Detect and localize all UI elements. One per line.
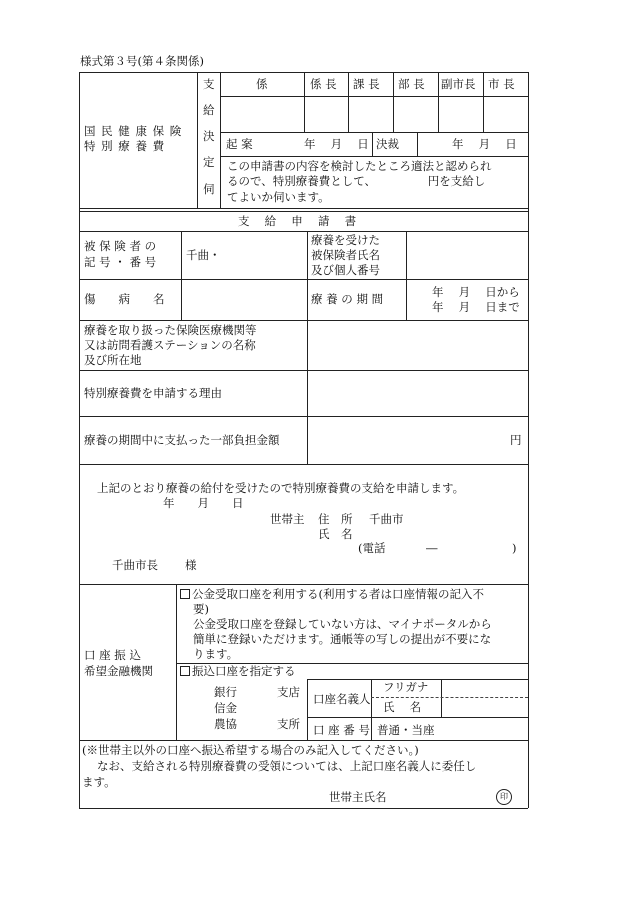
addressee-sama: 様 <box>185 558 197 572</box>
option-specify-account[interactable] <box>180 666 296 678</box>
kian-label: 起 案 <box>226 137 253 151</box>
bank-label-line2: 希望金融機関 <box>84 664 153 678</box>
approver-shicho: 市 長 <box>488 77 515 91</box>
phone-dash: ― <box>426 541 438 555</box>
opt1-line2: 要) <box>193 602 209 616</box>
kessai-label: 決裁 <box>376 137 399 151</box>
copay-field[interactable] <box>308 417 508 463</box>
reason-field[interactable] <box>308 371 527 415</box>
address-label: 住 所 <box>318 512 353 526</box>
approver-fukushicho: 副市長 <box>441 77 476 91</box>
delegation-line1: なお、支給される特別療養費の受領については、上記口座名義人に委任し <box>97 759 477 773</box>
institution-label-line3: 及び所在地 <box>84 353 142 367</box>
injury-field[interactable] <box>182 280 306 319</box>
vertical-label-1: 支 <box>203 77 215 91</box>
patient-name-field[interactable] <box>407 232 527 278</box>
section-title: 支 給 申 請 書 <box>238 214 357 228</box>
option-public-account[interactable] <box>180 589 484 601</box>
kian-date: 年 月 日 <box>304 137 369 151</box>
header-title-line2: 特 別 療 養 費 <box>84 139 166 153</box>
delegation-line2: ます。 <box>82 775 116 789</box>
opt1-note2: 簡単に登録いただけます。通帳等の写しの提出が不要にな <box>193 632 492 646</box>
form-number: 様式第３号(第４条関係) <box>80 54 204 68</box>
patient-label-line1: 療養を受けた <box>311 233 380 247</box>
public-account-label: 公金受取口座を利用する(利用する者は口座情報の記入不 <box>192 587 484 601</box>
vertical-label-2: 給 <box>203 103 215 117</box>
patient-label-line2: 被保険者氏名 <box>311 248 380 262</box>
furigana-label: フリガナ <box>383 680 429 694</box>
statement-line2: るので、特別療養費として、 円を支給し <box>227 174 486 188</box>
reason-label: 特別療養費を申請する理由 <box>84 386 222 400</box>
signature-label: 世帯主氏名 <box>329 790 387 804</box>
insured-number-value[interactable]: 千曲・ <box>186 248 221 262</box>
seal-mark: 印 <box>496 789 512 805</box>
approver-kakaricho: 係 長 <box>310 77 337 91</box>
specify-account-checkbox[interactable] <box>180 666 190 676</box>
approver-bucho: 部 長 <box>398 77 425 91</box>
period-to: 年 月 日まで <box>432 300 520 314</box>
vertical-label-5: 伺 <box>203 182 215 196</box>
branch-sho: 支所 <box>277 717 300 731</box>
bank-type-bank: 銀行 <box>214 685 237 699</box>
patient-label-line3: 及び個人番号 <box>311 263 380 277</box>
branch-ten: 支店 <box>277 685 300 699</box>
injury-label: 傷 病 名 <box>84 292 165 306</box>
statement-line1: この申請書の内容を検討したところ適法と認められ <box>227 159 492 173</box>
insured-label-line2: 記 号 ・ 番 号 <box>84 255 157 269</box>
approver-kacho: 課 長 <box>353 77 380 91</box>
institution-field[interactable] <box>308 321 527 369</box>
account-holder-field[interactable] <box>442 680 527 716</box>
declaration-date: 年 月 日 <box>163 496 244 510</box>
householder-label: 世帯主 <box>270 512 305 526</box>
account-number-field[interactable] <box>442 718 527 739</box>
period-from: 年 月 日から <box>432 285 520 299</box>
account-number-label: 口 座 番 号 <box>313 723 370 737</box>
phone-open: (電話 <box>358 541 386 555</box>
account-type: 普通・当座 <box>377 723 435 737</box>
kessai-date: 年 月 日 <box>452 137 517 151</box>
institution-label-line2: 又は訪問看護ステーションの名称 <box>84 338 256 352</box>
name-label: 氏 名 <box>318 527 353 541</box>
vertical-label-3: 決 <box>203 129 215 143</box>
declaration-text: 上記のとおり療養の給付を受けたので特別療養費の支給を申請します。 <box>97 481 465 495</box>
opt1-note3: ります。 <box>193 647 239 661</box>
period-label: 療 養 の 期 間 <box>311 292 384 306</box>
footer-note: (※世帯主以外の口座へ振込希望する場合のみ記入してください。) <box>82 743 419 757</box>
bank-type-nokyo: 農協 <box>214 717 237 731</box>
holder-name-label: 氏 名 <box>383 700 422 714</box>
public-account-checkbox[interactable] <box>180 589 190 599</box>
account-holder-label: 口座名義人 <box>313 692 371 706</box>
header-title-line1: 国 民 健 康 保 険 <box>84 124 183 138</box>
bank-label-line1: 口 座 振 込 <box>84 648 141 662</box>
phone-close: ) <box>512 541 517 555</box>
institution-label-line1: 療養を取り扱った保険医療機関等 <box>84 323 257 337</box>
insured-label-line1: 被 保 険 者 の <box>84 239 157 253</box>
copay-label: 療養の期間中に支払った一部負担金額 <box>84 433 280 447</box>
specify-account-label: 振込口座を指定する <box>192 664 296 678</box>
copay-unit: 円 <box>510 433 522 447</box>
addressee: 千曲市長 <box>112 558 158 572</box>
city-name: 千曲市 <box>369 512 404 526</box>
bank-type-shinkin: 信金 <box>214 701 237 715</box>
vertical-label-4: 定 <box>203 155 215 169</box>
statement-line3: てよいか伺います。 <box>227 190 330 204</box>
approver-kakari: 係 <box>256 77 268 91</box>
opt1-note1: 公金受取口座を登録していない方は、マイナポータルから <box>193 617 492 631</box>
